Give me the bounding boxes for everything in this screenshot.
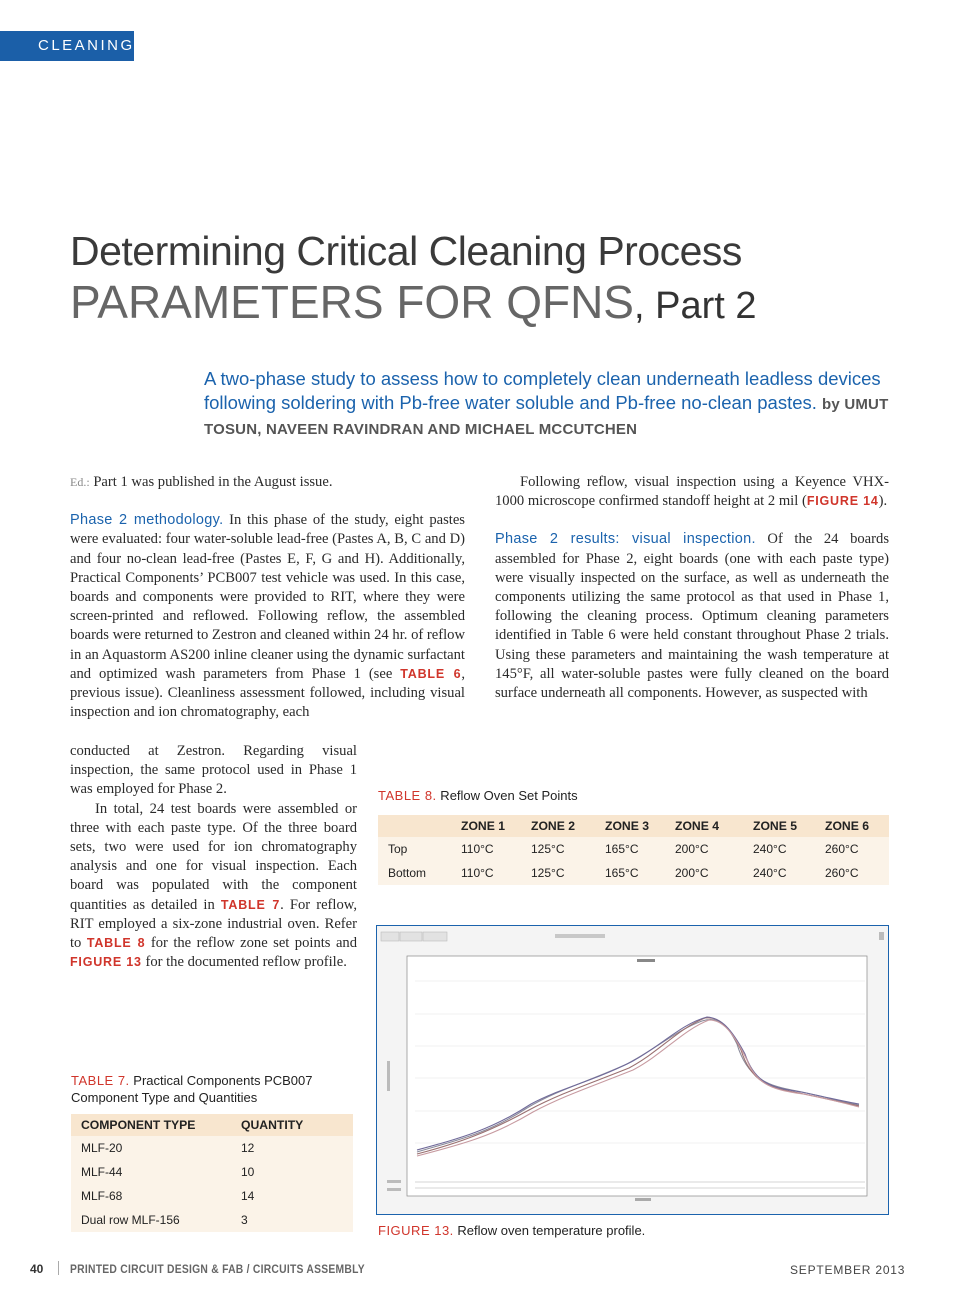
paragraph-text: ). (878, 493, 888, 510)
ed-text: Part 1 was published in the August issue. (89, 474, 333, 490)
paragraph-results (495, 530, 889, 703)
table8-label: TABLE 8. (378, 788, 437, 803)
paragraph-text: In total, 24 test boards were assembled or three with each paste type. Of the three board sets, two were used for ion chromatography analysis and one for visual inspection. Each board was populated with the component quantities as detailed in (70, 800, 357, 913)
table7-label: TABLE 7. (71, 1073, 130, 1088)
title-sep: , (633, 285, 656, 327)
paragraph-methodology (70, 511, 465, 722)
article-title-line2 (70, 275, 757, 329)
table6-ref: TABLE 6 (400, 666, 462, 681)
runin-head-results: Phase 2 results: visual inspection. (495, 531, 756, 548)
table-cell: 240°C (743, 861, 815, 885)
left-column (70, 473, 465, 722)
column-header: ZONE 6 (815, 815, 889, 837)
paragraph-methodology-cont: conducted at Zestron. Regarding visual inspection, the same protocol used in Phase 1 was employed for Phase 2. (70, 743, 357, 798)
table-row (71, 1184, 353, 1208)
paragraph-text: Following reflow, visual inspection using a Keyence VHX-1000 microscope confirmed standoff height at 2 mil ( (495, 474, 889, 510)
section-label: CLEANING (0, 31, 134, 61)
right-column (495, 473, 889, 703)
editor-note (70, 473, 465, 492)
reflow-profile-graphic (377, 926, 888, 1214)
table-cell: 165°C (595, 837, 665, 861)
runin-head-methodology: Phase 2 methodology. (70, 512, 224, 529)
table-cell: 14 (231, 1184, 353, 1208)
column-header: ZONE 4 (665, 815, 743, 837)
paragraph-boards (70, 800, 357, 973)
table-row (71, 1208, 353, 1232)
column-header: ZONE 5 (743, 815, 815, 837)
issue-date: SEPTEMBER 2013 (790, 1263, 906, 1277)
table-cell: 125°C (521, 837, 595, 861)
page-number: 40 (30, 1262, 44, 1276)
figure13-text: Reflow oven temperature profile. (453, 1223, 646, 1238)
paragraph-text: for the reflow zone set points and (145, 935, 358, 952)
column-header: ZONE 2 (521, 815, 595, 837)
column-header: ZONE 3 (595, 815, 665, 837)
table-cell: 240°C (743, 837, 815, 861)
table-cell: MLF-44 (71, 1160, 231, 1184)
paragraph-text: , previous issue). Cleanliness assessment followed, including visual inspection and ion chromatography, each (70, 665, 465, 721)
table-cell: 3 (231, 1208, 353, 1232)
table7-caption (71, 1072, 313, 1106)
table-cell: 165°C (595, 861, 665, 885)
figure14-ref: FIGURE 14 (806, 494, 879, 509)
article-title-line1: Determining Critical Cleaning Process (70, 228, 742, 274)
table7 (71, 1114, 353, 1232)
table-cell: Dual row MLF-156 (71, 1208, 231, 1232)
title-part: Part 2 (655, 285, 757, 327)
table-cell: Bottom (378, 861, 451, 885)
table-cell: 260°C (815, 861, 889, 885)
paragraph-text: . For reflow, RIT employed a six-zone industrial oven. Refer to (70, 896, 357, 952)
table-cell: Top (378, 837, 451, 861)
paragraph-text: Of the 24 boards assembled for Phase 2, eight boards (one with each paste type) were visually inspected on the surface, as well as underneath the components utilizing the same protocol as that used in Phase 1, following the cleaning process. Optimum cleaning parameters identified in Table 6 were held constant throughout Phase 2 trials. Using these parameters and maintaining the wash temperature at 145°F, all water-soluble pastes were fully cleaned on the board surface underneath all components. However, as suspected with (495, 531, 889, 702)
deck-text: A two-phase study to assess how to completely clean underneath leadless devices following soldering with Pb-free water soluble and Pb-free no-clean pastes. (204, 368, 881, 413)
table-cell: 110°C (451, 837, 521, 861)
column-header: COMPONENT TYPE (71, 1114, 231, 1136)
table-cell: MLF-68 (71, 1184, 231, 1208)
article-deck (204, 367, 894, 442)
column-header: QUANTITY (231, 1114, 353, 1136)
table-header-row (378, 815, 889, 837)
paragraph-reflow (495, 473, 889, 511)
table-cell: MLF-20 (71, 1136, 231, 1160)
table7-title-line1: Practical Components PCB007 (129, 1073, 313, 1088)
table-row (71, 1136, 353, 1160)
left-column-narrow (70, 742, 357, 972)
table-cell: 260°C (815, 837, 889, 861)
footer-divider (58, 1261, 59, 1275)
figure13-image (376, 925, 889, 1215)
title-main: PARAMETERS FOR QFNS (70, 276, 634, 328)
figure13-ref: FIGURE 13 (70, 955, 142, 970)
table-cell: 110°C (451, 861, 521, 885)
paragraph-text: for the documented reflow profile. (141, 954, 347, 971)
table8-caption (378, 787, 578, 804)
table-row (378, 861, 889, 885)
table8-ref: TABLE 8 (86, 936, 146, 951)
paragraph-text: In this phase of the study, eight pastes were evaluated: four water-soluble lead-free (Pastes A, B, C and D) and four no-clean lead-free (Pastes E, F, G and H). Additionally, Practical Components’ PCB007 test vehicle was used. In this case, boards and components were provided to RIT, where they were screen-printed and reflowed. Following reflow, the assembled boards were returned to Zestron and cleaned within 24 hr. of reflow in an Aquastorm AS200 inline cleaner using the dynamic surfactant and optimized wash parameters from Phase 1 (see (70, 512, 465, 682)
table-cell: 125°C (521, 861, 595, 885)
table-cell: 10 (231, 1160, 353, 1184)
column-header: ZONE 1 (451, 815, 521, 837)
table-cell: 12 (231, 1136, 353, 1160)
table7-ref: TABLE 7 (220, 897, 281, 912)
publication-name: PRINTED CIRCUIT DESIGN & FAB / CIRCUITS ASSEMBLY (70, 1262, 365, 1276)
table8 (378, 815, 889, 885)
byline: by UMUT TOSUN, NAVEEN RAVINDRAN AND MICHAEL MCCUTCHEN (204, 395, 889, 438)
table8-title: Reflow Oven Set Points (436, 788, 578, 803)
table7-title-line2: Component Type and Quantities (71, 1090, 258, 1105)
table-cell: 200°C (665, 861, 743, 885)
column-header (378, 815, 451, 837)
table-row (71, 1160, 353, 1184)
table-cell: 200°C (665, 837, 743, 861)
figure13-label: FIGURE 13. (378, 1223, 454, 1238)
figure13-caption (378, 1222, 645, 1239)
ed-label: Ed.: (70, 475, 90, 489)
table-row (378, 837, 889, 861)
table-header-row (71, 1114, 353, 1136)
